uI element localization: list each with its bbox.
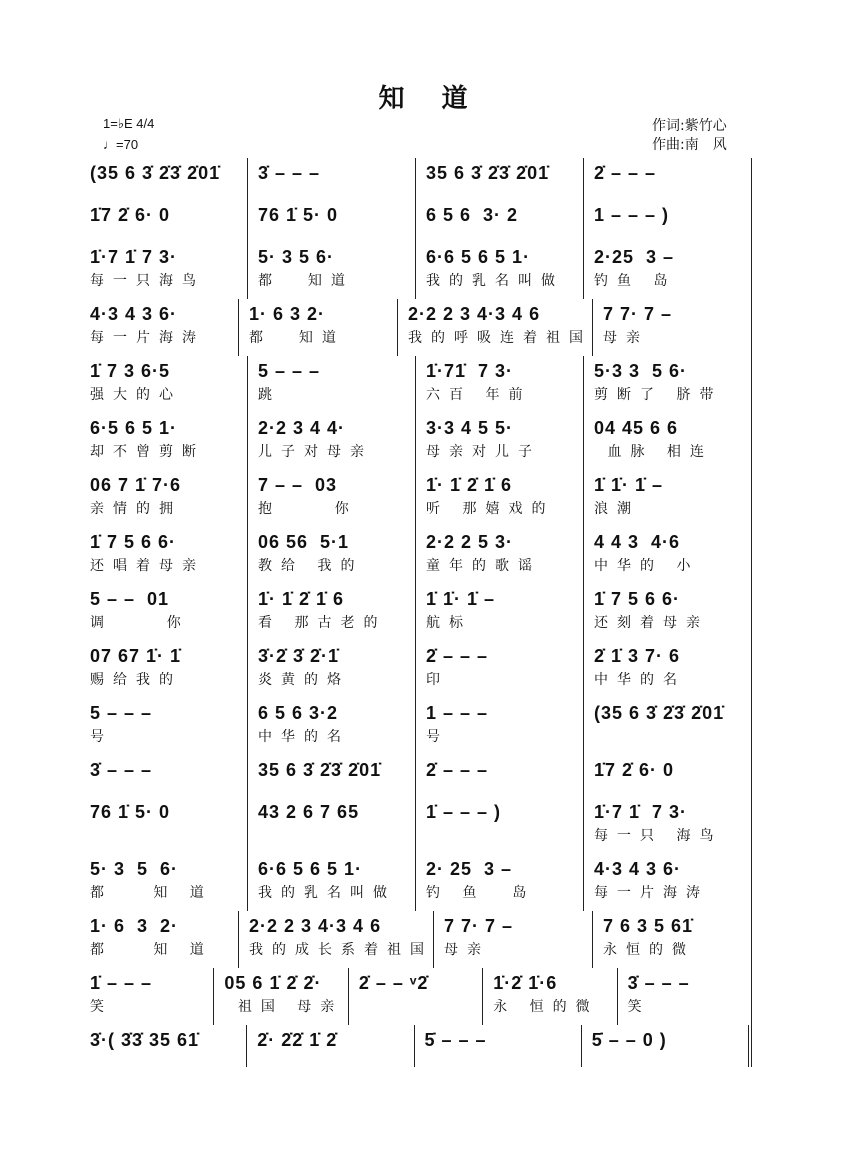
notes: 2·2 3 4 4· — [258, 418, 346, 438]
score-row — [88, 968, 752, 1025]
notes: 2̇ – – – — [426, 646, 489, 666]
notes: 1̇ 7 3 6·5 — [90, 361, 171, 381]
measure — [248, 356, 416, 413]
lyric: 中华的名 — [594, 672, 686, 688]
notes: 4·3 4 3 6· — [90, 304, 178, 324]
lyric — [426, 188, 583, 200]
notes: 1̇· 1̇ 2̇ 1̇ 6 — [258, 589, 345, 609]
measure — [593, 911, 752, 968]
measure — [584, 854, 752, 911]
notes: 1̇·2̇ 1̇·6 — [493, 973, 558, 993]
measure — [88, 755, 248, 797]
notes: 1̇ 7 5 6 6· — [90, 532, 177, 552]
notes: 4 4 3 4·6 — [594, 532, 681, 552]
measure — [248, 158, 416, 200]
notes: 04 45 6 6 — [594, 418, 679, 438]
score-row — [88, 470, 752, 527]
notes: 43 2 6 7 65 — [258, 802, 360, 822]
lyric: 永 恒的微 — [493, 999, 599, 1015]
lyric — [90, 188, 247, 200]
lyric: 剪断了 脐带 — [594, 387, 723, 403]
measure — [584, 527, 752, 584]
lyric: 中华的 小 — [594, 558, 700, 574]
measure — [416, 797, 584, 854]
lyric: 都 知道 — [249, 330, 345, 346]
lyric: 每一只 海鸟 — [594, 828, 723, 844]
lyric: 母亲对儿子 — [426, 444, 541, 460]
lyric: 每一片海涛 — [594, 885, 709, 901]
measure — [416, 158, 584, 200]
notes: 2̇ – – ᵛ2̇ — [358, 973, 429, 993]
notes: 07 67 1̇· 1̇ — [90, 646, 182, 666]
lyric: 还唱着母亲 — [90, 558, 205, 574]
key-signature: 1=♭E 4/4 — [103, 116, 155, 131]
notes: 6·5 6 5 1· — [90, 418, 178, 438]
lyric — [594, 230, 751, 242]
lyric: 强大的心 — [90, 387, 182, 403]
lyric: 钓 鱼 岛 — [426, 885, 536, 901]
measure — [582, 1025, 752, 1067]
notes: 2̇ – – – — [594, 163, 657, 183]
score-row — [88, 797, 752, 854]
lyric — [594, 785, 751, 797]
lyric: 炎黄的烙 — [258, 672, 350, 688]
lyric — [90, 785, 247, 797]
measure — [416, 527, 584, 584]
notes: 35 6 3̇ 2̇3̇ 2̇01̇ — [426, 163, 550, 183]
notes: 5 – – – — [90, 703, 153, 723]
notes: 3̇ – – – — [90, 760, 153, 780]
notes: 3̇·2̇ 3̇ 2̇·1̇ — [258, 646, 340, 666]
measure — [584, 755, 752, 797]
measure — [584, 200, 752, 242]
notes: 2· 25 3 – — [426, 859, 513, 879]
measure — [416, 698, 584, 755]
measure — [584, 698, 752, 755]
measure — [416, 242, 584, 299]
measure — [416, 470, 584, 527]
measure — [88, 641, 248, 698]
notes: 6·6 5 6 5 1· — [258, 859, 363, 879]
composer: 作曲:南 风 — [652, 137, 727, 153]
lyric: 赐给我的 — [90, 672, 182, 688]
song-title: 知 道 — [378, 84, 482, 114]
score-row — [88, 242, 752, 299]
measure — [248, 755, 416, 797]
lyric: 我的乳名叫做 — [426, 273, 564, 289]
measure — [618, 968, 752, 1025]
notes: 1̇ 1̇· 1̇ – — [594, 475, 664, 495]
lyric: 我的呼吸连着祖国 — [408, 330, 592, 346]
notes: 5· 3 5 6· — [258, 247, 335, 267]
measure — [415, 1025, 582, 1067]
lyric: 看 那古老的 — [258, 615, 387, 631]
notes: 5 – – 01 — [90, 589, 170, 609]
notes: 1̇ 7 5 6 6· — [594, 589, 681, 609]
measure — [88, 584, 248, 641]
lyric: 每一只海鸟 — [90, 273, 205, 289]
lyric — [426, 230, 583, 242]
notes: (35 6 3̇ 2̇3̇ 2̇01̇ — [90, 163, 221, 183]
notes: 6 5 6 3·2 — [258, 703, 339, 723]
measure — [88, 1025, 247, 1067]
notes: 7 – – 03 — [258, 475, 338, 495]
measure — [584, 470, 752, 527]
lyric — [594, 188, 751, 200]
measure — [248, 200, 416, 242]
lyric — [592, 1055, 748, 1067]
measure — [88, 413, 248, 470]
measure — [239, 911, 434, 968]
notes: 1̇·7 1̇ 7 3· — [90, 247, 178, 267]
lyric: 印 — [426, 672, 449, 688]
score-row — [88, 911, 752, 968]
notes: 7 7· 7 – — [444, 916, 514, 936]
measure — [248, 527, 416, 584]
lyric: 教给 我的 — [258, 558, 364, 574]
lyric: 儿子对母亲 — [258, 444, 373, 460]
notes: 5̇ – – – — [424, 1030, 487, 1050]
measure — [88, 242, 248, 299]
lyric: 童年的歌谣 — [426, 558, 541, 574]
notes: 06 56 5·1 — [258, 532, 350, 552]
score-row — [88, 299, 752, 356]
lyric: 钓鱼 岛 — [594, 273, 677, 289]
measure — [214, 968, 348, 1025]
measure — [584, 797, 752, 854]
notes: 7 6 3 5 61̇ — [603, 916, 694, 936]
measure — [88, 158, 248, 200]
lyric: 笑 — [90, 999, 113, 1015]
score-row — [88, 1025, 752, 1067]
measure — [248, 470, 416, 527]
lyric: 还刻着母亲 — [594, 615, 709, 631]
notes: 2·2 2 5 3· — [426, 532, 514, 552]
measure — [88, 470, 248, 527]
measure — [584, 158, 752, 200]
lyric: 六百 年前 — [426, 387, 532, 403]
measure — [247, 1025, 414, 1067]
score-row — [88, 413, 752, 470]
score-row — [88, 527, 752, 584]
score-row — [88, 200, 752, 242]
lyric: 浪潮 — [594, 501, 640, 517]
notes: 2·2 2 3 4·3 4 6 — [408, 304, 541, 324]
notes: 2·2 2 3 4·3 4 6 — [249, 916, 382, 936]
lyric — [257, 1055, 413, 1067]
lyric: 抱 你 — [258, 501, 358, 517]
lyric: 航标 — [426, 615, 472, 631]
notes: 5̇ – – 0 ) — [591, 1030, 667, 1050]
measure — [88, 200, 248, 242]
score-row — [88, 158, 752, 200]
notes: 2̇ 1̇ 3 7· 6 — [594, 646, 681, 666]
measure — [248, 698, 416, 755]
lyric: 号 — [90, 729, 113, 745]
measure — [593, 299, 752, 356]
notes: 7 7· 7 – — [603, 304, 673, 324]
notes: 1̇ 1̇· 1̇ – — [426, 589, 496, 609]
score-row — [88, 755, 752, 797]
notes: 1̇· 1̇ 2̇ 1̇ 6 — [426, 475, 513, 495]
score — [88, 158, 752, 1067]
notes: 1̇·71̇ 7 3· — [426, 361, 514, 381]
lyric — [426, 785, 583, 797]
lyric: 都 知 道 — [90, 885, 213, 901]
lyric — [258, 827, 415, 854]
notes: 3̇ – – – — [627, 973, 690, 993]
lyric: 我的成长系着祖国 — [249, 942, 433, 958]
notes: 1̇ – – – — [90, 973, 153, 993]
measure — [88, 299, 239, 356]
notes: 76 1̇ 5· 0 — [258, 205, 339, 225]
measure — [248, 641, 416, 698]
measure — [416, 755, 584, 797]
measure — [88, 356, 248, 413]
measure — [248, 584, 416, 641]
notes: 1̇ – – – ) — [426, 802, 502, 822]
lyric — [90, 230, 247, 242]
measure — [248, 797, 416, 854]
notes: 1̇7 2̇ 6· 0 — [90, 205, 171, 225]
lyric: 号 — [426, 729, 449, 745]
lyric: 跳 — [258, 387, 281, 403]
measure — [584, 641, 752, 698]
notes: 2·25 3 – — [594, 247, 675, 267]
measure — [584, 242, 752, 299]
notes: 3̇·( 3̇3̇ 35 61̇ — [90, 1030, 200, 1050]
notes: 1̇7 2̇ 6· 0 — [594, 760, 675, 780]
score-row — [88, 698, 752, 755]
lyric: 永恒的微 — [603, 942, 695, 958]
lyric: 母亲 — [603, 330, 649, 346]
notes: 06 7 1̇ 7·6 — [90, 475, 182, 495]
measure — [248, 242, 416, 299]
notes: 5 – – – — [258, 361, 321, 381]
notes: 1 – – – ) — [594, 205, 670, 225]
score-row — [88, 584, 752, 641]
measure — [434, 911, 593, 968]
lyric — [359, 998, 482, 1025]
measure — [88, 911, 239, 968]
lyric: 血脉 相连 — [594, 444, 713, 460]
lyric — [258, 785, 415, 797]
measure — [88, 797, 248, 854]
notes: 5·3 3 5 6· — [594, 361, 688, 381]
notes: 1̇·7 1̇ 7 3· — [594, 802, 688, 822]
measure — [584, 356, 752, 413]
notes: 5· 3 5 6· — [90, 859, 179, 879]
measure — [248, 413, 416, 470]
notes: 3̇ – – – — [258, 163, 321, 183]
measure — [88, 968, 214, 1025]
lyric: 调 你 — [90, 615, 190, 631]
measure — [239, 299, 398, 356]
lyricist: 作词:紫竹心 — [652, 118, 727, 134]
tempo-marking: ♩=70 — [103, 137, 139, 152]
lyric: 母亲 — [444, 942, 490, 958]
notes: 2̇ – – – — [426, 760, 489, 780]
notes: 6·6 5 6 5 1· — [426, 247, 531, 267]
notes: 1 – – – — [426, 703, 489, 723]
credits — [652, 117, 727, 155]
lyric: 却不曾剪断 — [90, 444, 205, 460]
measure — [483, 968, 617, 1025]
lyric: 中华的名 — [258, 729, 350, 745]
lyric: 祖国 母亲 — [224, 999, 344, 1015]
notes: 2̇· 2̇2̇ 1̇ 2̇ — [257, 1030, 338, 1050]
measure — [416, 854, 584, 911]
notes: 35 6 3̇ 2̇3̇ 2̇01̇ — [258, 760, 382, 780]
measure — [584, 584, 752, 641]
lyric: 笑 — [627, 999, 651, 1015]
notes: 1· 6 3 2· — [90, 916, 179, 936]
notes: 05 6 1̇ 2̇ 2̇· — [224, 973, 322, 993]
lyric — [258, 188, 415, 200]
notes: (35 6 3̇ 2̇3̇ 2̇01̇ — [594, 703, 725, 723]
score-row — [88, 356, 752, 413]
score-row — [88, 854, 752, 911]
measure — [416, 200, 584, 242]
measure — [416, 584, 584, 641]
measure — [398, 299, 593, 356]
measure — [416, 641, 584, 698]
measure — [584, 413, 752, 470]
notes: 3·3 4 5 5· — [426, 418, 514, 438]
notes: 4·3 4 3 6· — [594, 859, 682, 879]
measure — [349, 968, 483, 1025]
measure — [416, 356, 584, 413]
measure — [88, 698, 248, 755]
lyric — [90, 1055, 246, 1067]
lyric — [425, 1055, 581, 1067]
lyric: 听 那嬉戏的 — [426, 501, 555, 517]
lyric: 都 知 道 — [90, 942, 213, 958]
measure — [88, 854, 248, 911]
notes: 1· 6 3 2· — [249, 304, 326, 324]
lyric: 亲情的拥 — [90, 501, 182, 517]
measure — [416, 413, 584, 470]
lyric: 都 知道 — [258, 273, 354, 289]
lyric: 每一片海涛 — [90, 330, 205, 346]
measure — [88, 527, 248, 584]
lyric — [594, 728, 751, 755]
lyric: 我的乳名叫做 — [258, 885, 396, 901]
lyric — [258, 230, 415, 242]
notes: 6 5 6 3· 2 — [426, 205, 519, 225]
lyric — [426, 827, 583, 854]
score-row — [88, 641, 752, 698]
measure — [248, 854, 416, 911]
notes: 76 1̇ 5· 0 — [90, 802, 171, 822]
lyric — [90, 827, 247, 854]
